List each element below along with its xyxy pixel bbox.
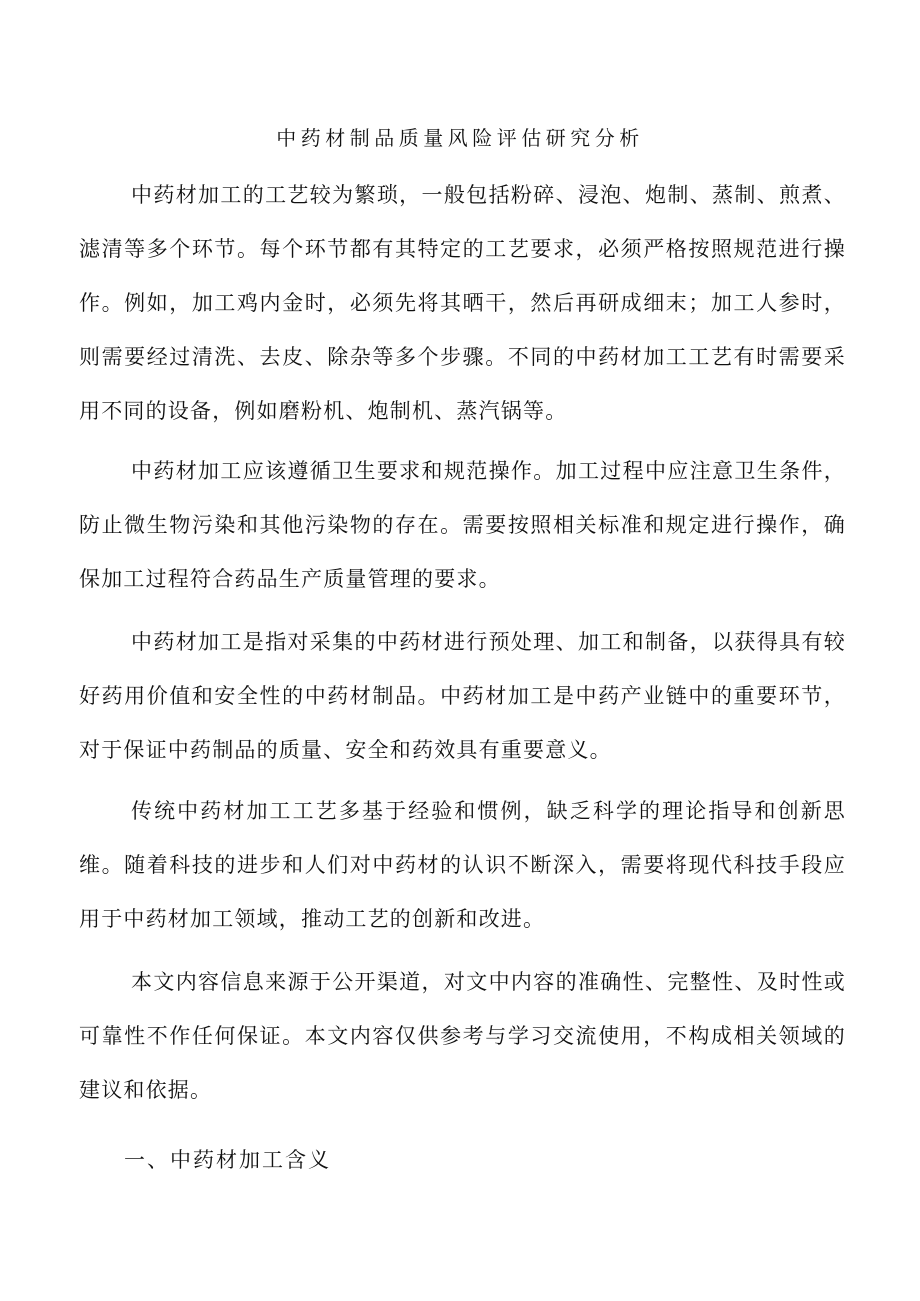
paragraph-processing-definition: 中药材加工是指对采集的中药材进行预处理、加工和制备，以获得具有较好药用价值和安全性的中药材制品。中药材加工是中药产业链中的重要环节，对于保证中药制品的质量、安全和药效具有重要意义。 (79, 630, 846, 762)
paragraph-innovation: 传统中药材加工工艺多基于经验和惯例，缺乏科学的理论指导和创新思维。随着科技的进步和人们对中药材的认识不断深入，需要将现代科技手段应用于中药材加工领域，推动工艺的创新和改进。 (79, 799, 846, 931)
paragraph-processing-steps: 中药材加工的工艺较为繁琐，一般包括粉碎、浸泡、炮制、蒸制、煎煮、滤清等多个环节。每个环节都有其特定的工艺要求，必须严格按照规范进行操作。例如，加工鸡内金时，必须先将其晒干，然后再研成细末；加工人参时，则需要经过清洗、去皮、除杂等多个步骤。不同的中药材加工工艺有时需要采用不同的设备，例如磨粉机、炮制机、蒸汽锅等。 (79, 183, 846, 423)
paragraph-hygiene-requirements: 中药材加工应该遵循卫生要求和规范操作。加工过程中应注意卫生条件，防止微生物污染和其他污染物的存在。需要按照相关标准和规定进行操作，确保加工过程符合药品生产质量管理的要求。 (79, 459, 846, 591)
paragraph-disclaimer: 本文内容信息来源于公开渠道，对文中内容的准确性、完整性、及时性或可靠性不作任何保证。本文内容仅供参考与学习交流使用，不构成相关领域的建议和依据。 (79, 970, 846, 1102)
document-title: 中药材制品质量风险评估研究分析 (276, 126, 644, 150)
section-heading: 一、中药材加工含义 (124, 1148, 331, 1172)
